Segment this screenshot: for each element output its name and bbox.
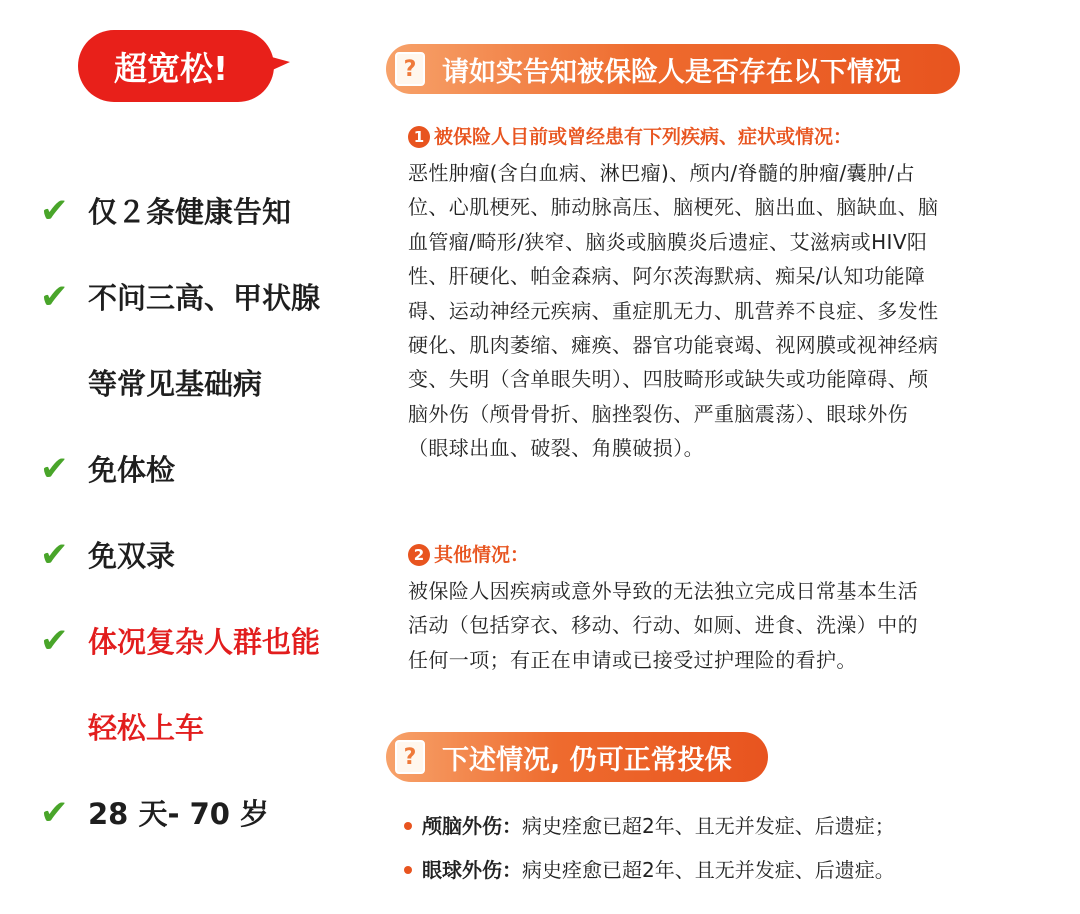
text-line: 变、失明（含单眼失明）、四肢畸形或缺失或功能障碍、颅	[408, 367, 929, 392]
text-line: 性、肝硬化、帕金森病、阿尔茨海默病、痴呆/认知功能障	[408, 264, 926, 289]
checkmark-icon: ✔	[40, 191, 69, 231]
number-badge: 1	[408, 126, 430, 148]
checkmark-icon: ✔	[40, 277, 69, 317]
bullet-text: 病史痊愈已超2年、且无并发症、后遗症；	[522, 814, 895, 838]
text-line: 位、心肌梗死、肺动脉高压、脑梗死、脑出血、脑缺血、脑	[408, 195, 939, 220]
bullet-dot-icon	[404, 866, 412, 874]
feature-item-5	[40, 620, 320, 661]
feature-item-4	[40, 534, 175, 575]
bullet-text: 病史痊愈已超2年、且无并发症、后遗症。	[522, 858, 895, 882]
item2-title: 2 其他情况：	[408, 540, 529, 567]
checkmark-icon: ✔	[40, 621, 69, 661]
item1-title: 1 被保险人目前或曾经患有下列疾病、症状或情况：	[408, 122, 852, 149]
text-line: 活动（包括穿衣、移动、行动、如厕、进食、洗澡）中的	[408, 613, 918, 638]
bullet-dot-icon	[404, 822, 412, 830]
feature-item-1	[40, 190, 291, 231]
item1-body	[408, 156, 1014, 466]
text-line: 恶性肿瘤(含白血病、淋巴瘤)、颅内/脊髓的肿瘤/囊肿/占	[408, 161, 916, 185]
list-item	[404, 854, 895, 883]
feature-text-continued: 等常见基础病	[88, 367, 263, 401]
section-header-disclosure	[386, 44, 960, 94]
feature-item-3	[40, 448, 175, 489]
feature-text: 不问三高、甲状腺	[88, 281, 321, 315]
feature-item-2	[40, 276, 320, 317]
question-mark-icon: ?	[395, 52, 425, 86]
list-item	[404, 810, 895, 839]
item2-body	[408, 574, 1014, 677]
badge-tail	[268, 56, 290, 72]
feature-item-6	[40, 792, 269, 833]
text-line: 任何一项；有正在申请或已接受过护理险的看护。	[408, 647, 857, 672]
feature-text: 免体检	[88, 453, 176, 487]
section-header-text: 下述情况, 仍可正常投保	[442, 744, 732, 776]
checkmark-icon: ✔	[40, 793, 69, 833]
feature-text: 体况复杂人群也能	[88, 625, 321, 659]
text-line: 碍、运动神经元疾病、重症肌无力、肌营养不良症、多发性	[408, 298, 939, 323]
feature-text-continued: 轻松上车	[88, 711, 205, 745]
text-line: 血管瘤/畸形/狭窄、脑炎或脑膜炎后遗症、艾滋病或HIV阳	[408, 229, 928, 254]
badge-title: 超宽松!	[78, 30, 274, 102]
question-mark-icon: ?	[395, 740, 425, 774]
section-header-text: 请如实告知被保险人是否存在以下情况	[442, 56, 901, 88]
text-line: 被保险人因疾病或意外导致的无法独立完成日常基本生活	[408, 579, 918, 603]
checkmark-icon: ✔	[40, 449, 69, 489]
section-header-exceptions	[386, 732, 768, 782]
feature-text: 28 天- 70 岁	[88, 797, 270, 831]
checkmark-icon: ✔	[40, 535, 69, 575]
number-badge: 2	[408, 544, 430, 566]
feature-text: 免双录	[88, 539, 176, 573]
text-line: （眼球出血、破裂、角膜破损）。	[408, 436, 704, 461]
text-line: 脑外伤（颅骨骨折、脑挫裂伤、严重脑震荡）、眼球外伤	[408, 401, 908, 426]
bullet-label: 眼球外伤：	[422, 858, 522, 882]
bullet-label: 颅脑外伤：	[422, 814, 522, 838]
feature-text: 仅２条健康告知	[88, 195, 292, 229]
text-line: 硬化、肌肉萎缩、瘫痪、器官功能衰竭、视网膜或视神经病	[408, 333, 939, 358]
